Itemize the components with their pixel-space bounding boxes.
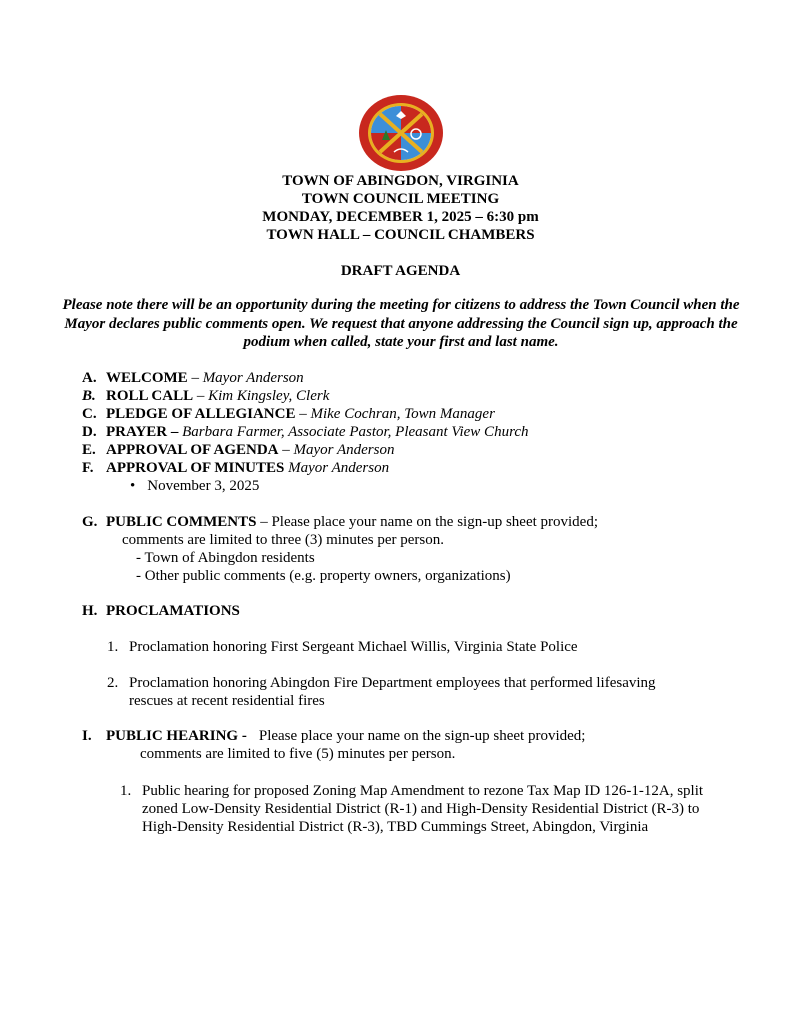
- public-hearing-limit: comments are limited to five (5) minutes per person.: [140, 746, 456, 762]
- public-comments-sub-residents: - Town of Abingdon residents: [136, 550, 315, 566]
- agenda-item-pledge: C. PLEDGE OF ALLEGIANCE – Mike Cochran, Town Manager: [82, 406, 495, 422]
- public-hearing-item-1: 1. Public hearing for proposed Zoning Map Amendment to rezone Tax Map ID 126-1-12A, split: [120, 783, 704, 799]
- proclamation-item-1: 1. Proclamation honoring First Sergeant Michael Willis, Virginia State Police: [107, 639, 578, 655]
- public-hearing-item-1-cont-1: zoned Low-Density Residential District (R-1) and High-Density Residential District (R-3) to: [142, 801, 700, 817]
- agenda-item-public-comments: G. PUBLIC COMMENTS – Please place your name on the sign-up sheet provided;: [82, 514, 599, 530]
- agenda-item-public-hearing: I. PUBLIC HEARING - Please place your name on the sign-up sheet provided;: [82, 728, 586, 744]
- agenda-item-welcome: A. WELCOME – Mayor Anderson: [82, 370, 304, 386]
- agenda-item-roll-call: B. ROLL CALL – Kim Kingsley, Clerk: [82, 388, 330, 404]
- agenda-title: DRAFT AGENDA: [340, 263, 461, 279]
- proclamation-item-2: 2. Proclamation honoring Abingdon Fire Department employees that performed lifesaving: [107, 675, 656, 691]
- agenda-item-approval-agenda: E. APPROVAL OF AGENDA – Mayor Anderson: [82, 442, 395, 458]
- bullet-icon: •: [130, 478, 136, 494]
- header-meeting-date: MONDAY, DECEMBER 1, 2025 – 6:30 pm: [262, 209, 539, 225]
- header-town-name: TOWN OF ABINGDON, VIRGINIA: [282, 173, 519, 189]
- agenda-item-proclamations: H. PROCLAMATIONS: [82, 603, 240, 619]
- minutes-bullet-item: • November 3, 2025: [130, 478, 260, 494]
- agenda-item-prayer: D. PRAYER – Barbara Farmer, Associate Pastor, Pleasant View Church: [82, 424, 529, 440]
- public-comment-notice: Please note there will be an opportunity during the meeting for citizens to address the Town Council when the Mayor declares public comments open. We request that anyone addressing the Council sign up, approach the podium when called, state your first and last name.: [62, 297, 740, 350]
- public-comments-limit: comments are limited to three (3) minutes per person.: [122, 532, 444, 548]
- header-meeting-name: TOWN COUNCIL MEETING: [301, 191, 500, 207]
- header-location: TOWN HALL – COUNCIL CHAMBERS: [266, 227, 535, 243]
- public-comments-sub-other: - Other public comments (e.g. property owners, organizations): [136, 568, 511, 584]
- proclamation-item-2-cont: rescues at recent residential fires: [129, 693, 325, 709]
- agenda-item-approval-minutes: F. APPROVAL OF MINUTES Mayor Anderson: [82, 460, 390, 476]
- town-seal-logo: [358, 94, 444, 172]
- public-hearing-item-1-cont-2: High-Density Residential District (R-3), TBD Cummings Street, Abingdon, Virginia: [142, 819, 649, 835]
